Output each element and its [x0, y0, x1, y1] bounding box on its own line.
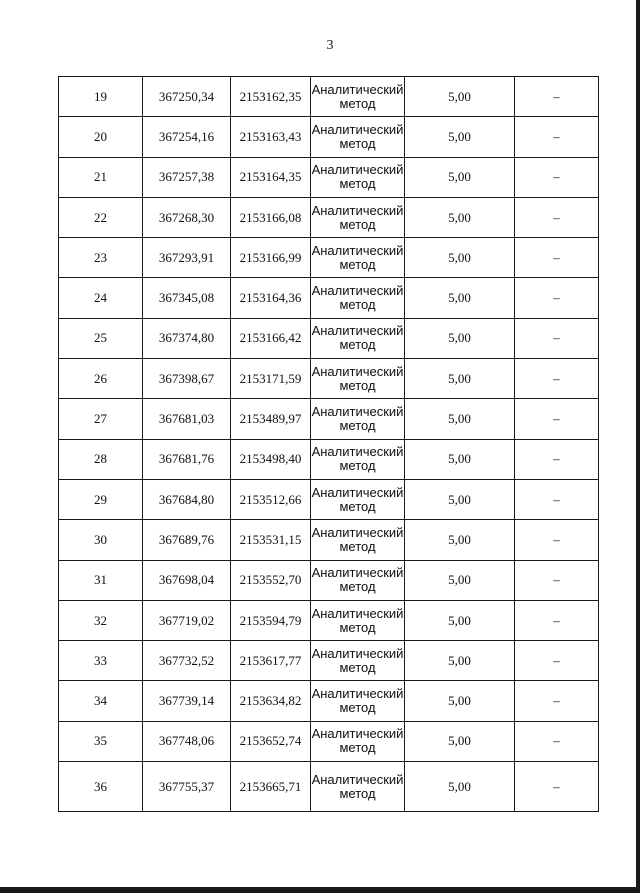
- y-coordinate-cell: 2153166,99: [231, 238, 311, 278]
- method-cell: [311, 157, 405, 197]
- table-row: [59, 238, 599, 278]
- precision-cell: 5,00: [405, 721, 515, 761]
- description-cell: –: [515, 359, 599, 399]
- point-number-cell: 30: [59, 520, 143, 560]
- method-cell: [311, 560, 405, 600]
- precision-cell: 5,00: [405, 238, 515, 278]
- point-number-cell: 27: [59, 399, 143, 439]
- method-cell: [311, 479, 405, 519]
- method-cell: [311, 399, 405, 439]
- x-coordinate-cell: 367250,34: [143, 77, 231, 117]
- point-number-cell: 35: [59, 721, 143, 761]
- method-line-1: Аналитический: [311, 404, 404, 420]
- precision-cell: 5,00: [405, 560, 515, 600]
- point-number-cell: 24: [59, 278, 143, 318]
- table-row: [59, 721, 599, 761]
- method-line-2: метод: [339, 337, 376, 353]
- x-coordinate-cell: 367684,80: [143, 479, 231, 519]
- table-row: [59, 278, 599, 318]
- point-number-cell: 19: [59, 77, 143, 117]
- method-cell: [311, 318, 405, 358]
- method-line-2: метод: [339, 659, 376, 675]
- precision-cell: 5,00: [405, 399, 515, 439]
- description-cell: –: [515, 318, 599, 358]
- method-line-1: Аналитический: [311, 605, 404, 621]
- method-cell: [311, 359, 405, 399]
- x-coordinate-cell: 367689,76: [143, 520, 231, 560]
- page-number: 3: [326, 38, 334, 53]
- x-coordinate-cell: 367698,04: [143, 560, 231, 600]
- precision-cell: 5,00: [405, 520, 515, 560]
- method-line-2: метод: [339, 785, 376, 801]
- method-line-1: Аналитический: [311, 484, 404, 500]
- method-line-2: метод: [339, 95, 376, 111]
- y-coordinate-cell: 2153594,79: [231, 600, 311, 640]
- precision-cell: 5,00: [405, 117, 515, 157]
- method-line-2: метод: [339, 538, 376, 554]
- description-cell: –: [515, 77, 599, 117]
- x-coordinate-cell: 367748,06: [143, 721, 231, 761]
- method-cell: [311, 520, 405, 560]
- table-row: [59, 157, 599, 197]
- description-cell: –: [515, 439, 599, 479]
- description-cell: –: [515, 399, 599, 439]
- table-row: [59, 600, 599, 640]
- method-cell: [311, 117, 405, 157]
- point-number-cell: 28: [59, 439, 143, 479]
- point-number-cell: 20: [59, 117, 143, 157]
- method-line-2: метод: [339, 740, 376, 756]
- table-row: [59, 560, 599, 600]
- description-cell: –: [515, 479, 599, 519]
- method-line-1: Аналитический: [311, 524, 404, 540]
- method-line-2: метод: [339, 256, 376, 272]
- precision-cell: 5,00: [405, 641, 515, 681]
- precision-cell: 5,00: [405, 479, 515, 519]
- y-coordinate-cell: 2153164,36: [231, 278, 311, 318]
- y-coordinate-cell: 2153512,66: [231, 479, 311, 519]
- method-cell: [311, 721, 405, 761]
- method-line-1: Аналитический: [311, 162, 404, 178]
- method-line-2: метод: [339, 579, 376, 595]
- method-cell: [311, 278, 405, 318]
- method-line-2: метод: [339, 619, 376, 635]
- method-line-2: метод: [339, 216, 376, 232]
- method-line-1: Аналитический: [311, 202, 404, 218]
- point-number-cell: 21: [59, 157, 143, 197]
- method-cell: [311, 197, 405, 237]
- point-number-cell: 25: [59, 318, 143, 358]
- y-coordinate-cell: 2153617,77: [231, 641, 311, 681]
- scan-edge-right: [636, 0, 640, 893]
- table-row: [59, 439, 599, 479]
- method-line-1: Аналитический: [311, 121, 404, 137]
- description-cell: –: [515, 197, 599, 237]
- table-row: [59, 197, 599, 237]
- method-line-1: Аналитический: [311, 444, 404, 460]
- method-line-1: Аналитический: [311, 242, 404, 258]
- method-line-1: Аналитический: [311, 686, 404, 702]
- method-line-1: Аналитический: [311, 363, 404, 379]
- point-number-cell: 29: [59, 479, 143, 519]
- method-line-1: Аналитический: [311, 81, 404, 97]
- method-cell: [311, 600, 405, 640]
- y-coordinate-cell: 2153489,97: [231, 399, 311, 439]
- table-row: [59, 762, 599, 812]
- precision-cell: 5,00: [405, 77, 515, 117]
- method-line-1: Аналитический: [311, 771, 404, 787]
- table-row: [59, 318, 599, 358]
- description-cell: –: [515, 681, 599, 721]
- point-number-cell: 33: [59, 641, 143, 681]
- coordinates-table: [58, 76, 599, 812]
- table-row: [59, 520, 599, 560]
- point-number-cell: 26: [59, 359, 143, 399]
- precision-cell: 5,00: [405, 197, 515, 237]
- x-coordinate-cell: 367739,14: [143, 681, 231, 721]
- method-line-1: Аналитический: [311, 645, 404, 661]
- description-cell: –: [515, 238, 599, 278]
- description-cell: –: [515, 157, 599, 197]
- precision-cell: 5,00: [405, 278, 515, 318]
- precision-cell: 5,00: [405, 681, 515, 721]
- y-coordinate-cell: 2153498,40: [231, 439, 311, 479]
- method-line-2: метод: [339, 377, 376, 393]
- x-coordinate-cell: 367681,76: [143, 439, 231, 479]
- table-row: [59, 359, 599, 399]
- table-row: [59, 117, 599, 157]
- y-coordinate-cell: 2153634,82: [231, 681, 311, 721]
- description-cell: –: [515, 762, 599, 812]
- method-line-1: Аналитический: [311, 283, 404, 299]
- y-coordinate-cell: 2153166,08: [231, 197, 311, 237]
- description-cell: –: [515, 721, 599, 761]
- x-coordinate-cell: 367345,08: [143, 278, 231, 318]
- table-row: [59, 641, 599, 681]
- method-line-1: Аналитический: [311, 726, 404, 742]
- x-coordinate-cell: 367374,80: [143, 318, 231, 358]
- precision-cell: 5,00: [405, 600, 515, 640]
- table-row: [59, 399, 599, 439]
- x-coordinate-cell: 367257,38: [143, 157, 231, 197]
- method-line-2: метод: [339, 176, 376, 192]
- x-coordinate-cell: 367254,16: [143, 117, 231, 157]
- coordinates-table-body: [59, 77, 599, 812]
- method-cell: [311, 238, 405, 278]
- scan-edge-bottom: [0, 887, 640, 893]
- precision-cell: 5,00: [405, 318, 515, 358]
- point-number-cell: 31: [59, 560, 143, 600]
- point-number-cell: 32: [59, 600, 143, 640]
- x-coordinate-cell: 367681,03: [143, 399, 231, 439]
- description-cell: –: [515, 560, 599, 600]
- method-cell: [311, 762, 405, 812]
- method-line-2: метод: [339, 498, 376, 514]
- y-coordinate-cell: 2153665,71: [231, 762, 311, 812]
- method-line-2: метод: [339, 297, 376, 313]
- y-coordinate-cell: 2153652,74: [231, 721, 311, 761]
- point-number-cell: 36: [59, 762, 143, 812]
- method-cell: [311, 77, 405, 117]
- point-number-cell: 34: [59, 681, 143, 721]
- precision-cell: 5,00: [405, 762, 515, 812]
- x-coordinate-cell: 367719,02: [143, 600, 231, 640]
- x-coordinate-cell: 367732,52: [143, 641, 231, 681]
- description-cell: –: [515, 520, 599, 560]
- description-cell: –: [515, 641, 599, 681]
- precision-cell: 5,00: [405, 359, 515, 399]
- x-coordinate-cell: 367268,30: [143, 197, 231, 237]
- table-row: [59, 681, 599, 721]
- description-cell: –: [515, 600, 599, 640]
- y-coordinate-cell: 2153163,43: [231, 117, 311, 157]
- method-cell: [311, 681, 405, 721]
- x-coordinate-cell: 367755,37: [143, 762, 231, 812]
- y-coordinate-cell: 2153171,59: [231, 359, 311, 399]
- y-coordinate-cell: 2153162,35: [231, 77, 311, 117]
- point-number-cell: 23: [59, 238, 143, 278]
- y-coordinate-cell: 2153552,70: [231, 560, 311, 600]
- method-line-2: метод: [339, 135, 376, 151]
- method-cell: [311, 641, 405, 681]
- table-row: [59, 77, 599, 117]
- y-coordinate-cell: 2153166,42: [231, 318, 311, 358]
- y-coordinate-cell: 2153164,35: [231, 157, 311, 197]
- y-coordinate-cell: 2153531,15: [231, 520, 311, 560]
- x-coordinate-cell: 367293,91: [143, 238, 231, 278]
- point-number-cell: 22: [59, 197, 143, 237]
- method-line-2: метод: [339, 458, 376, 474]
- method-line-1: Аналитический: [311, 565, 404, 581]
- method-line-1: Аналитический: [311, 323, 404, 339]
- description-cell: –: [515, 278, 599, 318]
- table-row: [59, 479, 599, 519]
- x-coordinate-cell: 367398,67: [143, 359, 231, 399]
- precision-cell: 5,00: [405, 157, 515, 197]
- precision-cell: 5,00: [405, 439, 515, 479]
- method-cell: [311, 439, 405, 479]
- method-line-2: метод: [339, 418, 376, 434]
- method-line-2: метод: [339, 700, 376, 716]
- description-cell: –: [515, 117, 599, 157]
